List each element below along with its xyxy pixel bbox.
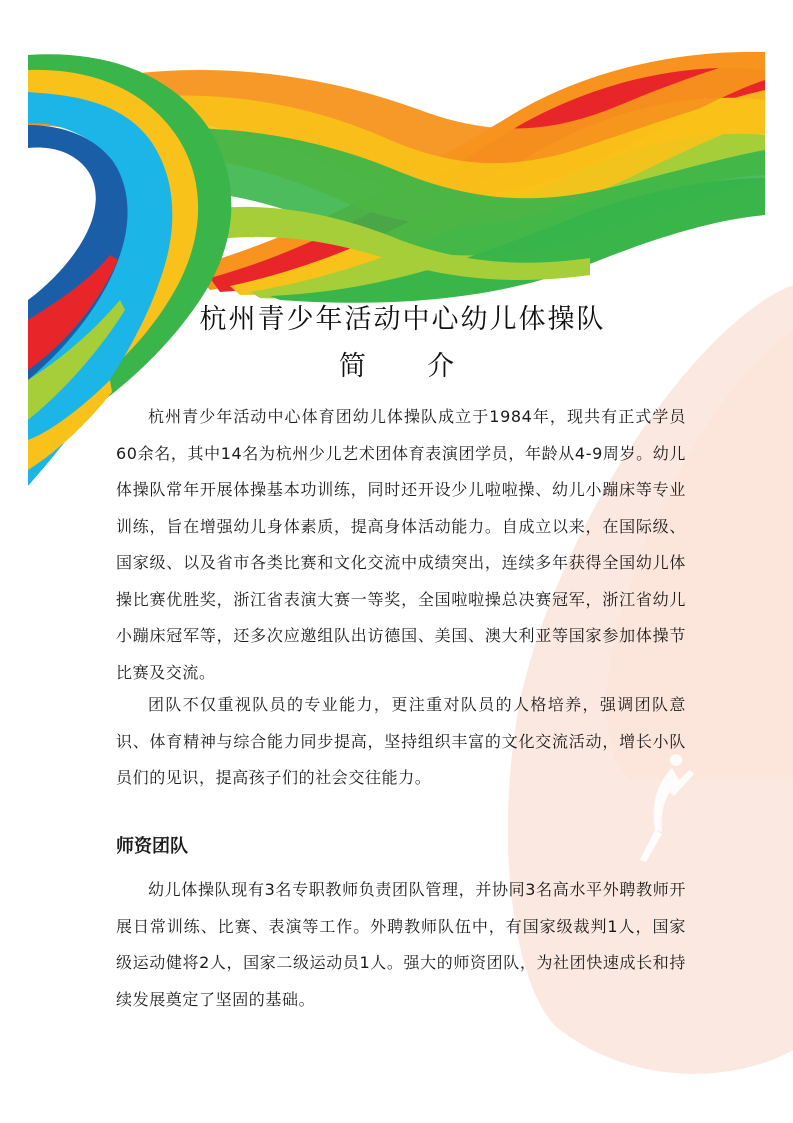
paragraph-text: 幼儿体操队现有3名专职教师负责团队管理，并协同3名高水平外聘教师开展日常训练、比赛、表演等工作。外聘教师队伍中，有国家级裁判1人，国家级运动健将2人，国家二级运动员1人。强大的师资团队，为社团快速成长和持续发展奠定了坚固的基础。	[116, 880, 686, 1009]
subtitle-char: 介	[427, 351, 455, 382]
paragraph-text: 杭州青少年活动中心体育团幼儿体操队成立于1984年，现共有正式学员60余名，其中14名为杭州少儿艺术团体育表演团学员，年龄从4-9周岁。幼儿体操队常年开展体操基本功训练，同时还开设少儿啦啦操、幼儿小蹦床等专业训练，旨在增强幼儿身体素质，提高身体活动能力。自成立以来，在国际级、国家级、以及省市各类比赛和文化交流中成绩突出，连续多年获得全国幼儿体操比赛优胜奖，浙江省表演大赛一等奖，全国啦啦操总决赛冠军，浙江省幼儿小蹦床冠军等，还多次应邀组队出访德国、美国、澳大利亚等国家参加体操节比赛及交流。	[116, 407, 686, 682]
paragraph-text: 团队不仅重视队员的专业能力，更注重对队员的人格培养，强调团队意识、体育精神与综合能力同步提高，坚持组织丰富的文化交流活动，增长小队员们的见识，提高孩子们的社会交往能力。	[116, 695, 686, 787]
intro-paragraph-2	[116, 687, 686, 797]
intro-paragraph-1	[116, 399, 686, 691]
subtitle-char: 简	[338, 351, 366, 382]
faculty-paragraph	[116, 872, 686, 1018]
page-title: 杭州青少年活动中心幼儿体操队	[199, 304, 606, 335]
faculty-heading: 师资团队	[116, 836, 188, 857]
page-subtitle	[0, 344, 793, 383]
